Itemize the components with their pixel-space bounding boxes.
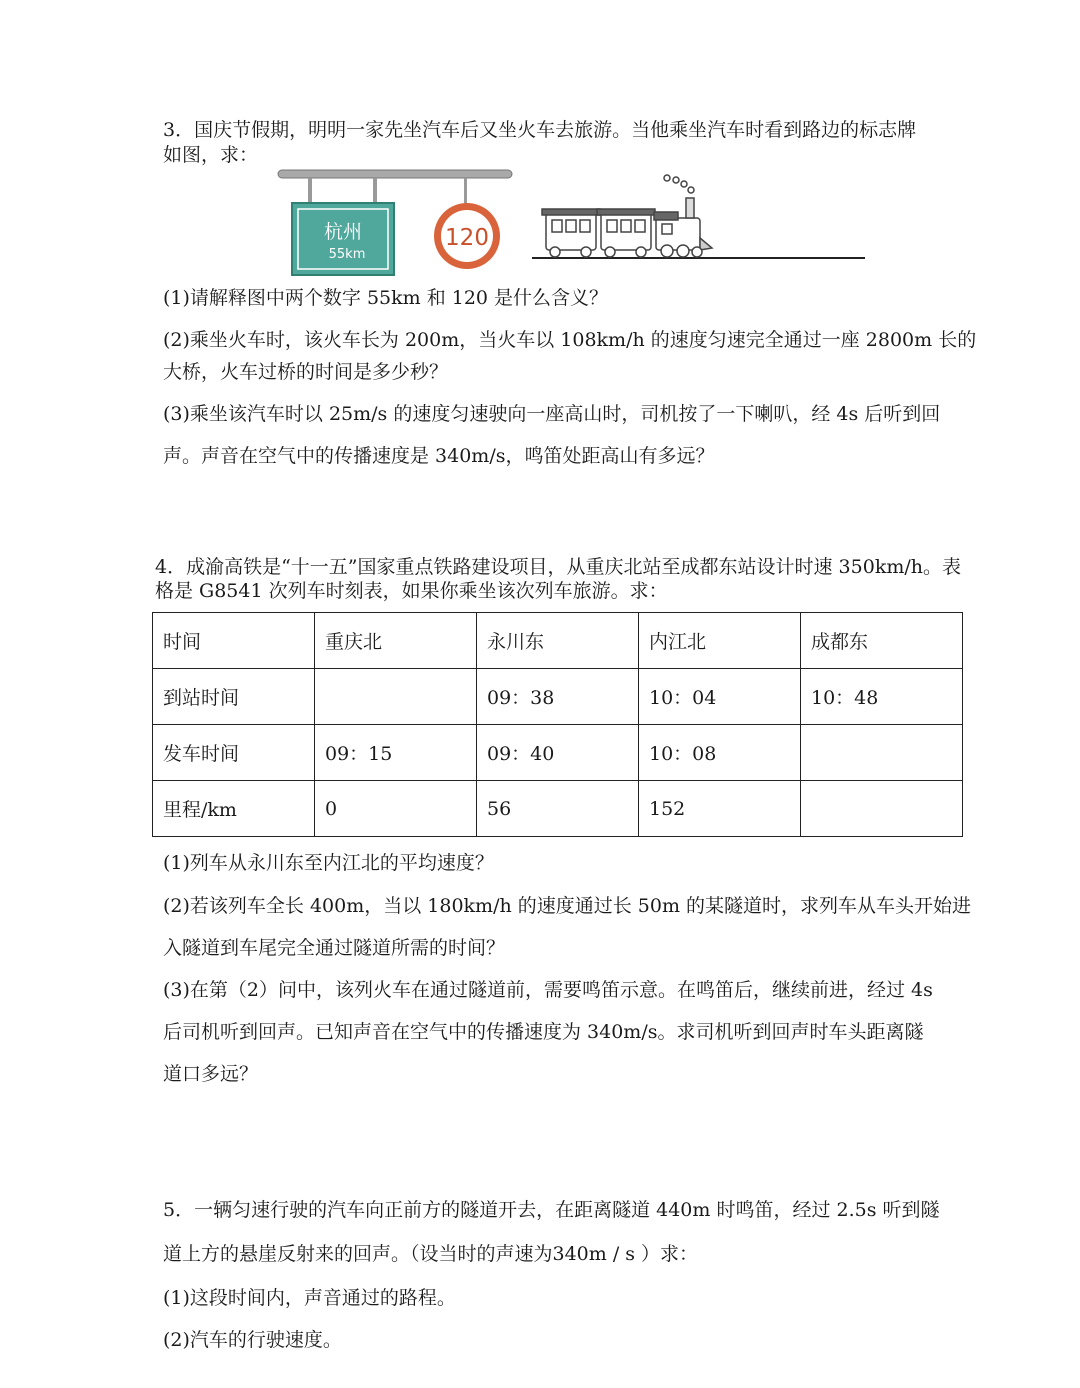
table-cell: 到站时间 [153, 669, 315, 725]
q4-sub1: (1)列车从永川东至内江北的平均速度？ [163, 852, 494, 874]
table-cell [315, 669, 477, 725]
q3-sub3-line2: 声。声音在空气中的传播速度是 340m/s，鸣笛处距高山有多远？ [163, 445, 715, 467]
table-cell: 0 [315, 781, 477, 837]
q3-sub3-line1: (3)乘坐该汽车时以 25m/s 的速度匀速驶向一座高山时，司机按了一下喇叭，经 4s 后听到回 [163, 403, 941, 425]
table-row [153, 781, 963, 837]
table-cell: 永川东 [477, 613, 639, 669]
q3-sub1: (1)请解释图中两个数字 55km 和 120 是什么含义？ [163, 287, 609, 309]
table-cell: 56 [477, 781, 639, 837]
distance-sign [292, 203, 394, 275]
table-row [153, 725, 963, 781]
q4-sub3-line1: (3)在第（2）问中，该列火车在通过隧道前，需要鸣笛示意。在鸣笛后，继续前进，经过 4s [163, 979, 933, 1001]
q3-figure [270, 168, 870, 278]
sign-distance: 55km [328, 247, 366, 262]
table-cell: 152 [639, 781, 801, 837]
table-cell: 10：04 [639, 669, 801, 725]
q3-sub2-line1: (2)乘坐火车时，该火车长为 200m，当火车以 108km/h 的速度匀速完全通过一座 2800m 长的 [163, 329, 977, 351]
train-icon [542, 175, 712, 257]
q5-sub2: (2)汽车的行驶速度。 [163, 1329, 342, 1351]
table-cell [801, 725, 963, 781]
train-timetable [152, 612, 963, 837]
q4-sub3-line2: 后司机听到回声。已知声音在空气中的传播速度为 340m/s。求司机听到回声时车头距离隧 [163, 1021, 924, 1043]
table-cell: 内江北 [639, 613, 801, 669]
table-cell: 重庆北 [315, 613, 477, 669]
table-cell [801, 781, 963, 837]
table-cell: 10：48 [801, 669, 963, 725]
speed-limit-sign [434, 203, 500, 269]
road-sign-train-illustration [270, 168, 870, 278]
table-cell: 成都东 [801, 613, 963, 669]
table-cell: 09：38 [477, 669, 639, 725]
q3-stem-line1: 3．国庆节假期，明明一家先坐汽车后又坐火车去旅游。当他乘坐汽车时看到路边的标志牌 [163, 119, 917, 141]
table-cell: 里程/km [153, 781, 315, 837]
q4-stem-line1: 4．成渝高铁是“十一五”国家重点铁路建设项目，从重庆北站至成都东站设计时速 350km/h。表 [155, 556, 961, 578]
q4-sub2-line1: (2)若该列车全长 400m，当以 180km/h 的速度通过长 50m 的某隧道时，求列车从车头开始进 [163, 895, 972, 917]
q5-stem-line2: 道上方的悬崖反射来的回声。（设当时的声速为340m / s ）求： [163, 1243, 699, 1265]
table-row [153, 613, 963, 669]
q3-sub2-line2: 大桥，火车过桥的时间是多少秒？ [163, 361, 449, 383]
table-cell: 09：40 [477, 725, 639, 781]
q3-stem-line2: 如图，求： [163, 144, 259, 166]
q4-sub3-line3: 道口多远？ [163, 1063, 259, 1085]
speed-limit-value: 120 [445, 225, 489, 251]
table-cell: 09：15 [315, 725, 477, 781]
table-cell: 发车时间 [153, 725, 315, 781]
sign-city: 杭州 [323, 221, 363, 243]
q5-sub1: (1)这段时间内，声音通过的路程。 [163, 1287, 456, 1309]
q4-stem-line2: 格是 G8541 次列车时刻表，如果你乘坐该次列车旅游。求： [155, 580, 668, 602]
q4-sub2-line2: 入隧道到车尾完全通过隧道所需的时间？ [163, 937, 506, 959]
q5-stem-line1: 5．一辆匀速行驶的汽车向正前方的隧道开去，在距离隧道 440m 时鸣笛，经过 2.5s 听到隧 [163, 1199, 940, 1221]
table-cell: 时间 [153, 613, 315, 669]
table-cell: 10：08 [639, 725, 801, 781]
table-row [153, 669, 963, 725]
